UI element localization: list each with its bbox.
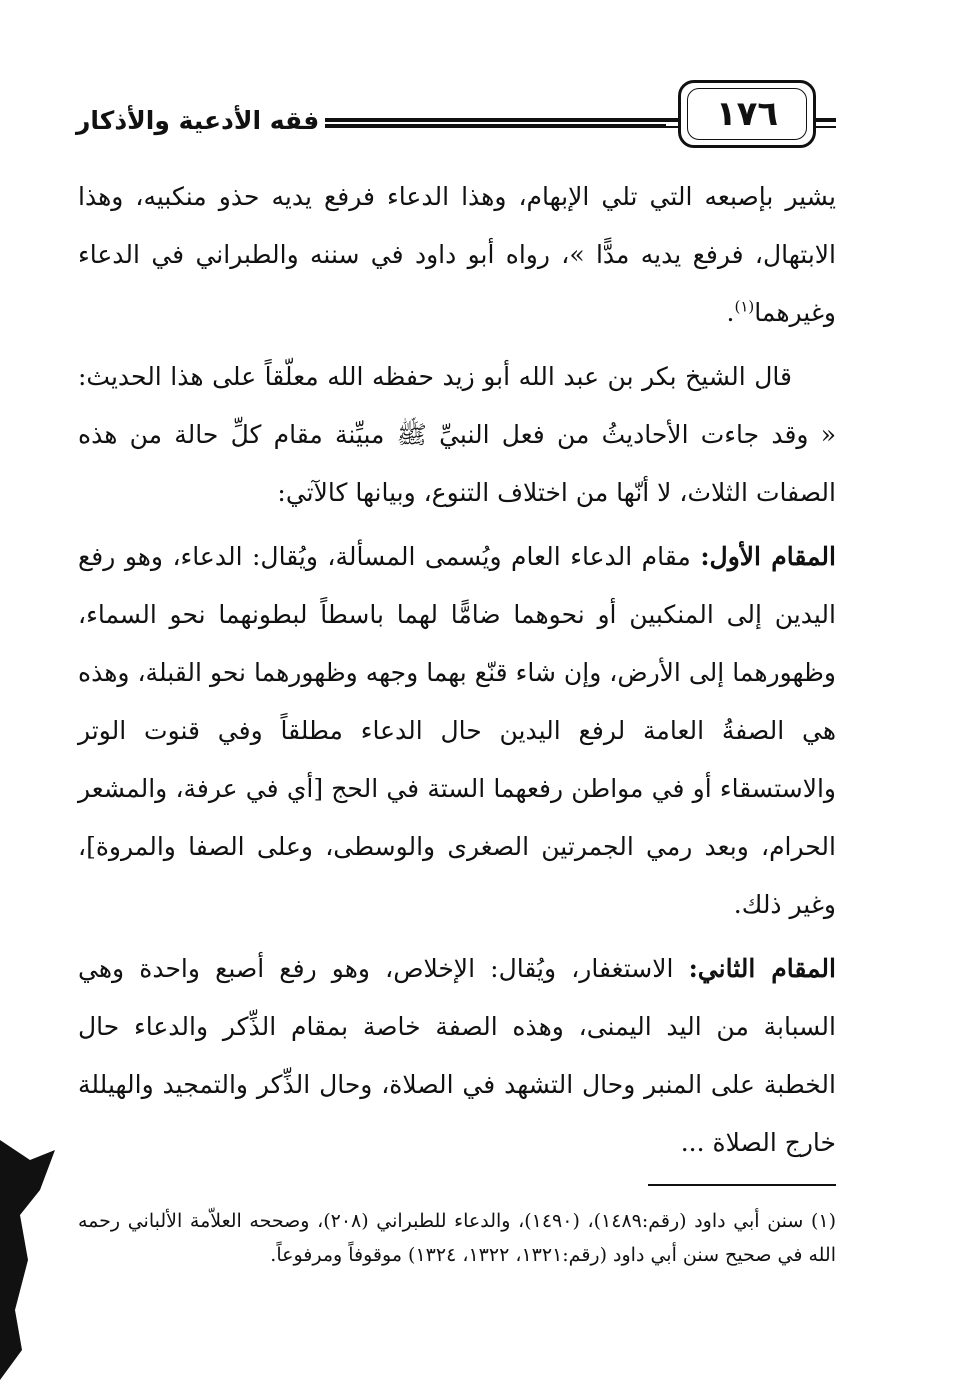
footnotes [78,1204,836,1272]
paragraph-1-end: . [726,298,735,327]
main-text [78,168,836,1178]
footnote-separator [648,1184,836,1186]
section-lead-first: المقام الأول: [700,542,836,571]
page-header [76,80,836,150]
footnote-ref-1: (١) [734,297,755,316]
page-number-frame [678,80,816,148]
footnote-1: (١) سنن أبي داود (رقم:١٤٨٩)، (١٤٩٠)، والدعاء للطبراني (٢٠٨)، وصححه العلاّمة الألباني رحمه الله في صحيح سنن أبي داود (رقم:١٣٢١، ١٣٢٢، ١٣٢٤) موقوفاً ومرفوعاً. [78,1210,836,1266]
section-lead-second: المقام الثاني: [688,954,836,983]
scan-edge-shadow [0,1120,70,1380]
paragraph-2: قال الشيخ بكر بن عبد الله أبو زيد حفظه الله معلّقاً على هذا الحديث: « وقد جاءت الأحاديثُ من فعل النبيِّ ﷺ مبيِّنة مقام كلِّ حالة من هذه الصفات الثلاث، لا أنّها من اختلاف التنوع، وبيانها كالآتي: [78,362,836,507]
running-title: فقه الأدعية والأذكار [76,106,325,135]
paragraph-3 [78,528,836,934]
paragraph-1 [78,168,836,342]
paragraph-1-text: يشير بإصبعه التي تلي الإبهام، وهذا الدعاء فرفع يديه حذو منكبيه، وهذا الابتهال، فرفع يديه مدًّا »، رواه أبو داود في سننه والطبراني في الدعاء وغيرهما [78,182,836,327]
paragraph-4 [78,940,836,1172]
paragraph-3-text: مقام الدعاء العام ويُسمى المسألة، ويُقال: الدعاء، وهو رفع اليدين إلى المنكبين أو نحوهما ضامًّا لهما باسطاً لبطونهما نحو السماء، وظهورهما إلى الأرض، وإن شاء قنّع بهما وجهه وظهورهما نحو القبلة، وهذه هي الصفةُ العامة لرفع اليدين حال الدعاء مطلقاً وفي قنوت الوتر والاستسقاء أو في مواطن رفعهما الستة في الحج [أي في عرفة، والمشعر الحرام، وبعد رمي الجمرتين الصغرى والوسطى، وعلى الصفا والمروة]، وغير ذلك. [78,542,836,919]
paragraph-4-text: الاستغفار، ويُقال: الإخلاص، وهو رفع أصبع واحدة وهي السبابة من اليد اليمنى، وهذه الصفة خاصة بمقام الذِّكر والدعاء حال الخطبة على المنبر وحال التشهد في الصلاة، وحال الذِّكر والتمجيد والهيللة خارج الصلاة ... [78,954,836,1157]
page-number: ١٧٦ [715,94,779,134]
